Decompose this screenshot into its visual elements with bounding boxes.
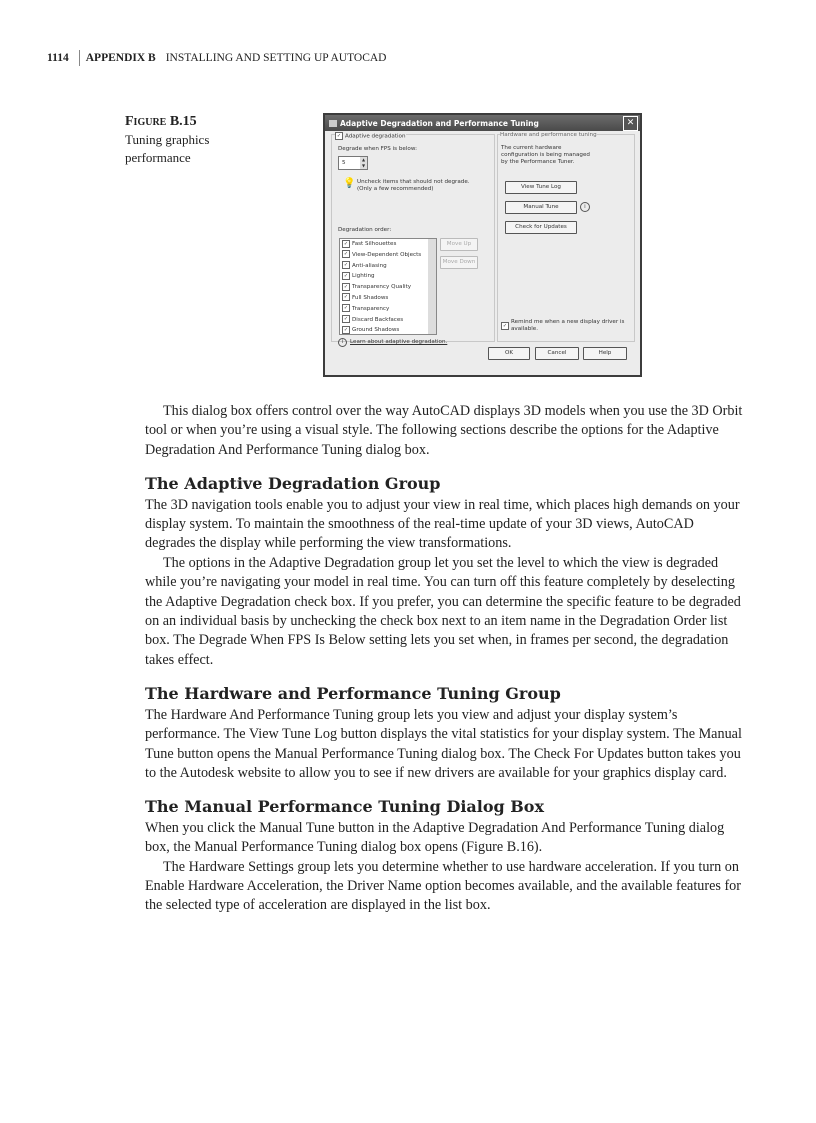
checkbox[interactable]: ✓ [343, 240, 349, 247]
check-updates-button[interactable]: Check for Updates [505, 221, 577, 234]
fps-label: Degrade when FPS is below: [338, 146, 417, 152]
close-button[interactable]: ✕ [623, 116, 638, 131]
info-icon: i [338, 338, 347, 347]
degradation-order-item[interactable]: ✓ Discard Backfaces [343, 316, 404, 323]
adaptive-degradation-checkbox[interactable]: ✓ Adaptive degradation [336, 133, 406, 140]
paragraph: The options in the Adaptive Degradation group let you set the level to which the view is degraded while you’re navigating your model in real time. You can turn off this feature completely by deselecting the Adaptive Degradation check box. If you prefer, you can determine the specific feature to be degraded on an individual basis by unchecking the check box next to an item name in the Degradation Order list box. The Degrade When FPS Is Below setting lets you set when, in frames per second, the degradation takes effect. [145, 554, 741, 668]
checkbox[interactable]: ✓ [343, 294, 349, 301]
move-down-button[interactable]: Move Down [440, 256, 478, 269]
checkbox[interactable]: ✓ [343, 305, 349, 312]
intro-paragraph: This dialog box offers control over the way AutoCAD displays 3D models when you use the 3D Orbit tool or when you’re using a visual style. The following sections describe the options for the Adaptive Degradation And Performance Tuning dialog box. [145, 403, 743, 458]
hw-group-label: Hardware and performance tuning [500, 132, 597, 138]
degradation-order-item[interactable]: ✓ Lighting [343, 272, 375, 280]
app-icon [329, 120, 337, 127]
degradation-order-list[interactable] [339, 238, 437, 335]
section-heading: The Adaptive Degradation Group [145, 474, 441, 494]
degradation-order-item[interactable]: ✓ Fast Silhouettes [343, 240, 397, 247]
checkbox[interactable]: ✓ [343, 262, 349, 269]
remind-checkbox[interactable]: ✓ Remind me when a new display driver is available. [501, 319, 631, 332]
hint-text: Uncheck items that should not degrade. (Only a few recommended) [357, 179, 470, 192]
figure-caption [125, 113, 225, 167]
adaptive-degradation-label: Adaptive degradation [345, 133, 406, 140]
chapter-title: INSTALLING AND SETTING UP AUTOCAD [165, 52, 387, 64]
checkbox[interactable]: ✓ [343, 326, 349, 333]
degradation-order-label: Degradation order: [338, 227, 392, 233]
ok-button[interactable]: OK [488, 347, 530, 360]
paragraph: When you click the Manual Tune button in the Adaptive Degradation And Performance Tuning dialog box, the Manual Performance Tuning dialog box opens (Figure B.16). [145, 819, 725, 856]
page-number: 1114 [47, 52, 69, 64]
degradation-order-item[interactable]: ✓ Ground Shadows [343, 326, 400, 334]
degradation-order-item[interactable]: ✓ Full Shadows [343, 294, 389, 301]
figure-caption-text: Tuning graphics performance [125, 132, 210, 165]
degradation-order-item[interactable]: ✓ View-Dependent Objects [343, 251, 422, 258]
hw-text: The current hardware configuration is being managed by the Performance Tuner. [501, 145, 590, 165]
dialog-body [325, 131, 640, 375]
running-header [47, 50, 386, 66]
help-button[interactable]: Help [583, 347, 627, 360]
fps-spinner[interactable] [338, 156, 368, 170]
list-scrollbar[interactable] [428, 239, 436, 334]
paragraph: The Hardware Settings group lets you determine whether to use hardware acceleration. If you turn on Enable Hardware Acceleration, the Driver Name option becomes available, and the available features for the selected type of acceleration are displayed in the list box. [145, 858, 741, 914]
body-text [145, 402, 747, 916]
cancel-button[interactable]: Cancel [535, 347, 579, 360]
manual-tune-button[interactable]: Manual Tune [505, 201, 577, 214]
degradation-order-item[interactable]: ✓ Anti-aliasing [343, 262, 387, 269]
dialog-title: Adaptive Degradation and Performance Tuning [340, 118, 539, 128]
spinner-arrows-icon[interactable]: ▲ ▼ [361, 157, 366, 168]
checkbox[interactable]: ✓ [343, 316, 349, 323]
degradation-order-item[interactable]: ✓ Transparency [343, 305, 390, 312]
paragraph: The Hardware And Performance Tuning group lets you view and adjust your display system’s performance. The View Tune Log button displays the vital statistics for your display system. The Manual Tune button opens the Manual Performance Tuning dialog box. The Check For Updates button takes you to the Autodesk website to allow you to see if new drivers are available for your graphics display card. [145, 706, 742, 781]
fps-value: 5 [342, 160, 346, 166]
checkbox[interactable]: ✓ [343, 251, 349, 258]
lightbulb-icon: 💡 [343, 178, 356, 189]
adaptive-degradation-dialog [323, 113, 642, 377]
view-tune-log-button[interactable]: View Tune Log [505, 181, 577, 194]
header-divider [79, 50, 80, 66]
paragraph: The 3D navigation tools enable you to adjust your view in real time, which places high demands on your display system. To maintain the smoothness of the real-time update of your 3D views, AutoCAD degrades the display while performing the view transformations. [145, 496, 740, 552]
move-up-button[interactable]: Move Up [440, 238, 478, 251]
section-heading: The Manual Performance Tuning Dialog Box [145, 797, 544, 817]
dialog-title-bar [325, 115, 640, 131]
learn-link[interactable]: i Learn about adaptive degradation. [338, 338, 447, 347]
remind-label: Remind me when a new display driver is available. [511, 319, 625, 332]
section-heading: The Hardware and Performance Tuning Group [145, 684, 561, 704]
degradation-order-item[interactable]: ✓ Transparency Quality [343, 283, 412, 291]
info-icon[interactable]: i [580, 202, 590, 212]
figure-label: Figure B.15 [125, 114, 197, 129]
checkbox[interactable]: ✓ [343, 272, 349, 279]
appendix-label: APPENDIX B [85, 52, 156, 64]
checkbox[interactable]: ✓ [343, 283, 349, 290]
